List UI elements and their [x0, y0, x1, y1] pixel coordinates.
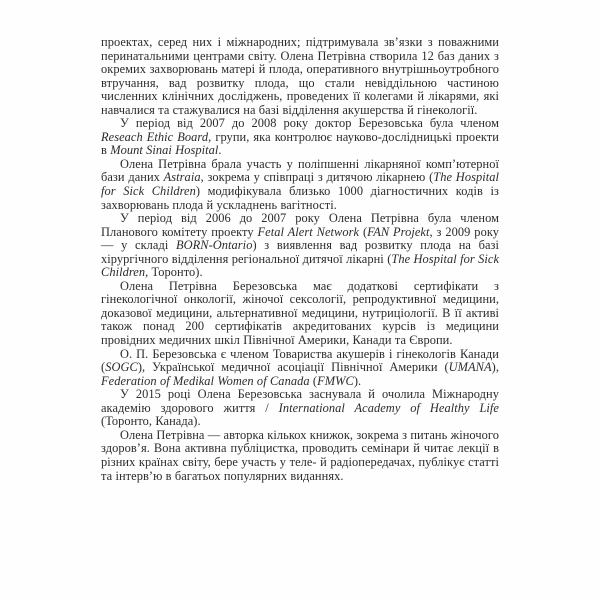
- italic-term: Federation of Medikal Women of Canada: [101, 373, 310, 388]
- paragraph: [101, 429, 499, 483]
- text-run: ) модифікувала близько 1000 діагностичних кодів із захворювань плода й ускладнень вагітності.: [101, 184, 499, 212]
- paragraph: [101, 117, 499, 158]
- text-run: ),: [491, 360, 499, 375]
- italic-term: Astraia: [163, 170, 201, 185]
- italic-term: International Academy of Healthy Life: [278, 400, 499, 415]
- paragraph: [101, 348, 499, 389]
- paragraph: [101, 158, 499, 212]
- text-run: Олена Петрівна брала участь у поліпшенні лікарняної комп’ютерної бази даних: [101, 156, 499, 185]
- italic-term: UMANA: [448, 360, 492, 375]
- italic-term: Fetal Alert Network: [257, 224, 360, 239]
- italic-term: Mount Sinai Hospital: [110, 143, 219, 158]
- text-run: (Торонто, Канада).: [101, 414, 201, 429]
- text-run: , зокрема у співпраці з дитячою лікарнею (: [200, 170, 434, 185]
- paragraph: [101, 280, 499, 348]
- text-run: ).: [353, 373, 362, 388]
- italic-term: FMWC: [317, 373, 354, 388]
- text-run: У період від 2006 до 2007 року Олена Петрівна була членом Планового комітету проекту: [101, 211, 499, 239]
- italic-term: BORN-Ontario: [175, 238, 253, 253]
- text-run: , групи, яка контролює науково-дослідницькі проекти в: [101, 129, 499, 158]
- text-run: проектах, серед них і міжнародних; підтримувала зв’язки з поважними перинатальними центрами світу. Олена Петрівна створила 12 баз даних з окремих захворювань матері й плода, оперативного внутрішньоутробного втручання, вад розвитку плода, що стали невіддільною частиною численних клінічних досліджень, проведених її колегами й лікарями, які навчалися та стажувалися на базі відділення акушерства й гінекології.: [101, 35, 499, 117]
- text-run: ) з виявлення вад розвитку плода на базі хірургічного відділення регіональної дитячої лікарні (: [101, 238, 499, 266]
- text-run: ), Української медичної асоціації Північної Америки (: [137, 360, 449, 375]
- text-run: , з 2009 року — у складі: [101, 224, 499, 253]
- text-run: У період від 2007 до 2008 року доктор Березовська була членом: [120, 116, 499, 131]
- text-run: Олена Петрівна Березовська має додаткові сертифікати з гінекологічної онкології, жіночої сексології, репродуктивної медицини, доказової медицини, альтернативної медицини, нутриціології. В її активі також понад 200 сертифікатів акредитованих курсів із медицини провідних медичних шкіл Північної Америки, Канади та Європи.: [101, 278, 499, 348]
- italic-term: SOGC: [105, 360, 138, 375]
- text-run: , Торонто).: [145, 265, 203, 280]
- italic-term: The Hospital for Sick Children: [101, 251, 499, 280]
- paragraph: [101, 212, 499, 280]
- text-run: (: [359, 224, 368, 239]
- text-run: У 2015 році Олена Березовська заснувала й очолила Міжнародну академію здорового життя /: [101, 387, 499, 415]
- text-run: О. П. Березовська є членом Товариства акушерів і гінекологів Канади (: [101, 346, 499, 375]
- text-run: .: [218, 143, 222, 158]
- paragraph: [101, 36, 499, 117]
- italic-term: FAN Projekt: [367, 224, 430, 239]
- body-text-column: [101, 36, 499, 483]
- paragraph: [101, 388, 499, 429]
- text-run: Олена Петрівна — авторка кількох книжок, зокрема з питань жіночого здоров’я. Вона активна публіцистка, проводить семінари й читає лекції в різних країнах світу, бере участь у теле- й радіопередачах, публікує статті та інтерв’ю в багатьох популярних виданнях.: [101, 427, 499, 483]
- italic-term: The Hospital for Sick Children: [101, 170, 499, 199]
- italic-term: Reseach Ethic Board: [101, 129, 209, 144]
- text-run: (: [309, 373, 318, 388]
